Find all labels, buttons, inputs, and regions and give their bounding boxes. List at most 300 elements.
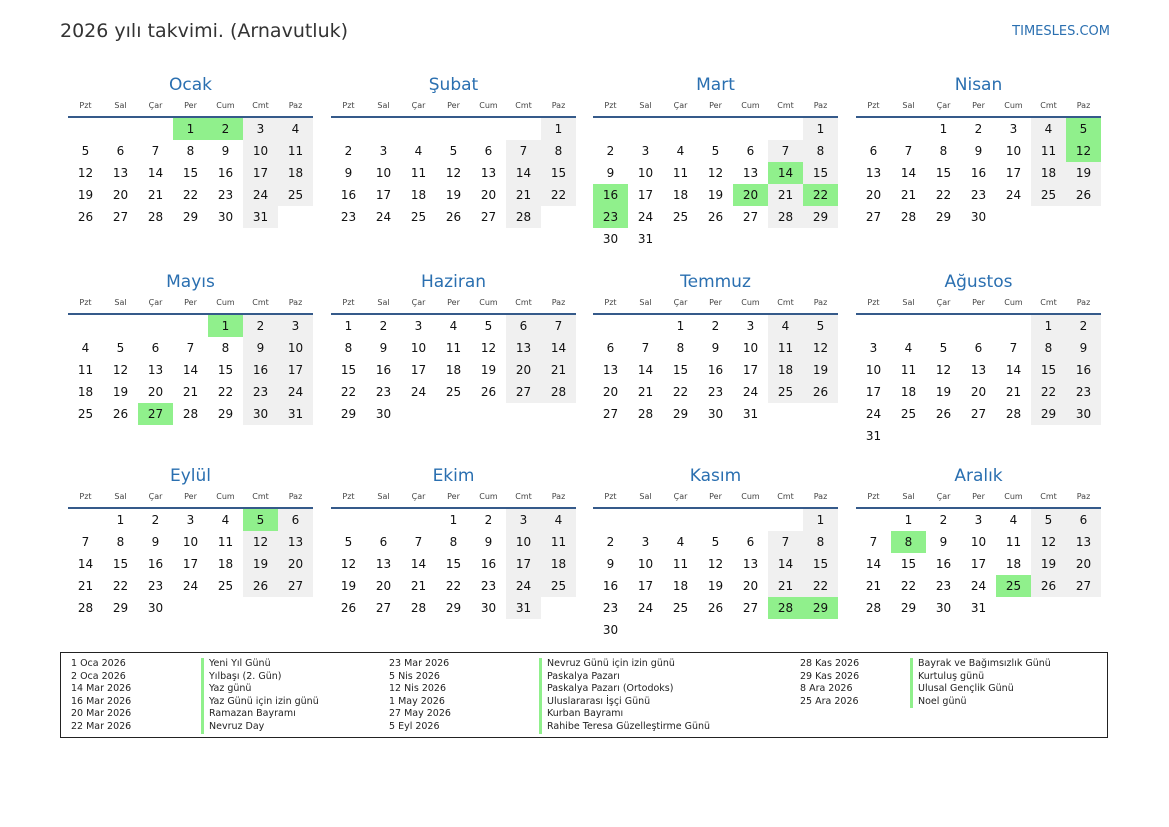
day-cell: 6 [506, 315, 541, 337]
day-cell: 10 [410, 341, 427, 355]
day-cell: 10 [742, 341, 759, 355]
day-cell: 23 [147, 579, 164, 593]
day-cell: 5 [1031, 509, 1066, 531]
day-cell: 19 [803, 359, 838, 381]
day-cell: 26 [112, 407, 129, 421]
day-cell: 11 [541, 531, 576, 553]
weekday-label: Paz [551, 101, 566, 110]
legend-holiday-name: Yaz günü [201, 683, 319, 696]
day-grid [68, 509, 313, 619]
day-cell: 3 [243, 118, 278, 140]
day-cell: 15 [935, 166, 952, 180]
legend-dates-column [800, 658, 859, 708]
day-cell: 10 [865, 363, 882, 377]
month-name: Temmuz [680, 272, 751, 292]
day-cell: 18 [672, 188, 689, 202]
day-cell: 2 [151, 513, 160, 527]
day-cell: 4 [541, 509, 576, 531]
day-cell: 19 [1066, 162, 1101, 184]
empty-cell [471, 118, 506, 140]
legend-date: 29 Kas 2026 [800, 670, 860, 682]
day-grid [331, 315, 576, 425]
weekday-label: Sal [377, 101, 390, 110]
weekday-header [68, 99, 313, 115]
day-cell: 23 [602, 601, 619, 615]
day-cell: 19 [340, 579, 357, 593]
day-cell: 30 [1066, 403, 1101, 425]
day-cell: 18 [900, 385, 917, 399]
day-cell: 21 [1005, 385, 1022, 399]
weekday-header [68, 296, 313, 312]
day-cell: 30 [935, 601, 952, 615]
weekday-label: Sal [114, 101, 127, 110]
month-name: Eylül [169, 466, 212, 486]
day-cell: 28 [77, 601, 94, 615]
day-grid [593, 509, 838, 641]
empty-cell [103, 315, 138, 337]
weekday-label: Pzt [342, 492, 355, 501]
day-cell: 30 [375, 407, 392, 421]
day-cell: 23 [1066, 381, 1101, 403]
day-cell: 24 [243, 184, 278, 206]
weekday-label: Paz [288, 101, 303, 110]
day-cell: 28 [865, 601, 882, 615]
day-cell: 22 [217, 385, 234, 399]
day-cell: 1 [904, 513, 913, 527]
day-cell: 13 [602, 363, 619, 377]
day-cell: 9 [939, 535, 948, 549]
day-cell: 29 [803, 206, 838, 228]
day-cell: 3 [1009, 122, 1018, 136]
day-grid [856, 315, 1101, 447]
day-cell: 6 [116, 144, 125, 158]
weekday-label: Pzt [867, 101, 880, 110]
day-cell: 24 [742, 385, 759, 399]
day-cell: 2 [711, 319, 720, 333]
day-cell: 13 [112, 166, 129, 180]
day-cell: 25 [77, 407, 94, 421]
day-cell: 6 [379, 535, 388, 549]
month-name: Haziran [420, 272, 487, 292]
weekday-label: Per [447, 492, 460, 501]
weekday-label: Cum [1004, 492, 1023, 501]
day-cell: 4 [81, 341, 90, 355]
day-grid [856, 509, 1101, 619]
day-cell: 12 [803, 337, 838, 359]
weekday-label: Cum [741, 101, 760, 110]
day-cell: 18 [1031, 162, 1066, 184]
weekday-label: Per [184, 492, 197, 501]
day-cell: 23 [217, 188, 234, 202]
day-cell: 31 [970, 601, 987, 615]
day-grid [593, 315, 838, 425]
day-cell: 6 [484, 144, 493, 158]
month-name: Nisan [954, 75, 1003, 95]
weekday-label: Cmt [777, 492, 794, 501]
day-cell: 28 [768, 206, 803, 228]
day-cell: 27 [375, 601, 392, 615]
empty-cell [768, 118, 803, 140]
empty-cell [628, 509, 663, 531]
weekday-label: Paz [1076, 101, 1091, 110]
day-cell: 10 [506, 531, 541, 553]
day-cell: 16 [340, 188, 357, 202]
day-cell: 9 [484, 535, 493, 549]
month-name: Aralık [954, 466, 1003, 486]
day-cell: 6 [1066, 509, 1101, 531]
day-cell: 7 [506, 140, 541, 162]
empty-cell [698, 509, 733, 531]
day-cell: 14 [506, 162, 541, 184]
day-cell: 22 [112, 579, 129, 593]
day-cell: 1 [1031, 315, 1066, 337]
weekday-label: Çar [936, 298, 951, 307]
weekday-header [331, 296, 576, 312]
weekday-label: Paz [1076, 492, 1091, 501]
day-cell: 27 [112, 210, 129, 224]
day-cell: 18 [445, 363, 462, 377]
weekday-label: Çar [148, 298, 163, 307]
empty-cell [593, 118, 628, 140]
day-cell: 25 [278, 184, 313, 206]
day-cell: 20 [278, 553, 313, 575]
empty-cell [926, 315, 961, 337]
day-cell: 15 [182, 166, 199, 180]
day-cell: 1 [344, 319, 353, 333]
day-cell: 11 [900, 363, 917, 377]
weekday-label: Pzt [867, 298, 880, 307]
day-cell: 16 [243, 359, 278, 381]
empty-cell [891, 118, 926, 140]
legend-date: 25 Ara 2026 [800, 695, 859, 707]
day-cell: 26 [243, 575, 278, 597]
empty-cell [103, 118, 138, 140]
day-cell: 7 [81, 535, 90, 549]
legend-holiday-name: Nevruz Day [201, 721, 319, 734]
day-cell: 28 [900, 210, 917, 224]
day-cell: 27 [1066, 575, 1101, 597]
legend-date: 16 Mar 2026 [71, 695, 132, 707]
empty-cell [698, 118, 733, 140]
day-cell: 16 [480, 557, 497, 571]
weekday-label: Cum [216, 492, 235, 501]
empty-cell [173, 315, 208, 337]
month-name: Mart [696, 75, 735, 95]
day-cell: 12 [445, 166, 462, 180]
day-cell: 26 [1031, 575, 1066, 597]
holiday-day-cell: 29 [803, 597, 838, 619]
day-cell: 10 [637, 166, 654, 180]
legend-date: 14 Mar 2026 [71, 683, 132, 695]
month-name: Ekim [432, 466, 475, 486]
day-cell: 26 [1066, 184, 1101, 206]
day-cell: 13 [970, 363, 987, 377]
day-cell: 16 [602, 579, 619, 593]
weekday-label: Cmt [1040, 492, 1057, 501]
weekday-label: Paz [551, 298, 566, 307]
holiday-day-cell: 1 [173, 118, 208, 140]
legend-holiday-name: Ramazan Bayramı [201, 708, 319, 721]
day-cell: 25 [541, 575, 576, 597]
weekday-label: Paz [1076, 298, 1091, 307]
day-cell: 28 [506, 206, 541, 228]
day-cell: 10 [182, 535, 199, 549]
day-cell: 28 [637, 407, 654, 421]
day-cell: 8 [116, 535, 125, 549]
day-cell: 20 [865, 188, 882, 202]
weekday-label: Paz [288, 298, 303, 307]
day-cell: 12 [935, 363, 952, 377]
day-cell: 24 [865, 407, 882, 421]
day-cell: 11 [672, 166, 689, 180]
day-cell: 5 [344, 535, 353, 549]
month-6 [331, 271, 576, 425]
month-3 [593, 74, 838, 250]
legend-names-column [201, 658, 319, 734]
weekday-label: Sal [114, 298, 127, 307]
legend-date: 5 Eyl 2026 [389, 720, 440, 732]
weekday-label: Sal [639, 492, 652, 501]
weekday-label: Paz [813, 492, 828, 501]
day-cell: 16 [1066, 359, 1101, 381]
day-cell: 15 [445, 557, 462, 571]
day-cell: 1 [541, 118, 576, 140]
day-cell: 6 [151, 341, 160, 355]
day-cell: 13 [742, 557, 759, 571]
day-cell: 18 [410, 188, 427, 202]
empty-cell [68, 315, 103, 337]
empty-cell [663, 509, 698, 531]
day-cell: 13 [480, 166, 497, 180]
day-cell: 30 [147, 601, 164, 615]
legend-date: 1 May 2026 [389, 695, 445, 707]
day-cell: 7 [541, 315, 576, 337]
day-cell: 23 [935, 579, 952, 593]
day-cell: 5 [449, 144, 458, 158]
weekday-label: Per [972, 101, 985, 110]
day-cell: 7 [414, 535, 423, 549]
weekday-label: Cmt [515, 101, 532, 110]
day-cell: 7 [768, 531, 803, 553]
day-cell: 3 [414, 319, 423, 333]
day-cell: 29 [445, 601, 462, 615]
day-cell: 29 [935, 210, 952, 224]
day-cell: 24 [410, 385, 427, 399]
day-cell: 1 [676, 319, 685, 333]
day-cell: 31 [506, 597, 541, 619]
month-4 [856, 74, 1101, 228]
day-cell: 12 [707, 166, 724, 180]
weekday-label: Cmt [252, 101, 269, 110]
legend-names-column [539, 658, 710, 734]
day-cell: 25 [217, 579, 234, 593]
day-cell: 4 [1009, 513, 1018, 527]
day-cell: 10 [970, 535, 987, 549]
day-cell: 14 [541, 337, 576, 359]
day-cell: 9 [243, 337, 278, 359]
weekday-label: Cmt [515, 492, 532, 501]
day-cell: 25 [900, 407, 917, 421]
day-cell: 26 [935, 407, 952, 421]
day-cell: 27 [480, 210, 497, 224]
empty-cell [733, 118, 768, 140]
day-cell: 12 [243, 531, 278, 553]
weekday-label: Per [447, 101, 460, 110]
weekday-label: Pzt [342, 101, 355, 110]
day-cell: 2 [939, 513, 948, 527]
day-cell: 8 [803, 531, 838, 553]
day-cell: 18 [278, 162, 313, 184]
legend-holiday-name: Rahibe Teresa Güzelleştirme Günü [539, 721, 710, 734]
empty-cell [138, 118, 173, 140]
day-cell: 25 [672, 210, 689, 224]
empty-cell [401, 118, 436, 140]
day-cell: 30 [217, 210, 234, 224]
day-cell: 3 [641, 144, 650, 158]
day-cell: 11 [1031, 140, 1066, 162]
weekday-header [856, 296, 1101, 312]
day-cell: 25 [410, 210, 427, 224]
day-cell: 21 [865, 579, 882, 593]
day-cell: 11 [768, 337, 803, 359]
day-cell: 1 [939, 122, 948, 136]
brand-link[interactable]: TIMESLES.COM [1012, 24, 1110, 39]
day-cell: 28 [182, 407, 199, 421]
weekday-label: Paz [288, 492, 303, 501]
month-5 [68, 271, 313, 425]
legend-holiday-name: Bayrak ve Bağımsızlık Günü [910, 658, 1051, 671]
day-cell: 21 [768, 184, 803, 206]
day-cell: 22 [182, 188, 199, 202]
empty-cell [961, 315, 996, 337]
day-cell: 26 [707, 210, 724, 224]
day-cell: 21 [147, 188, 164, 202]
weekday-label: Çar [411, 492, 426, 501]
weekday-label: Pzt [79, 298, 92, 307]
day-cell: 1 [116, 513, 125, 527]
day-cell: 1 [449, 513, 458, 527]
day-cell: 27 [742, 601, 759, 615]
day-cell: 20 [970, 385, 987, 399]
day-cell: 14 [865, 557, 882, 571]
holiday-day-cell: 2 [208, 118, 243, 140]
empty-cell [436, 118, 471, 140]
day-cell: 8 [803, 140, 838, 162]
empty-cell [628, 118, 663, 140]
day-cell: 22 [672, 385, 689, 399]
day-cell: 22 [340, 385, 357, 399]
weekday-label: Çar [148, 492, 163, 501]
day-cell: 8 [449, 535, 458, 549]
weekday-label: Per [184, 298, 197, 307]
day-cell: 15 [541, 162, 576, 184]
legend-holiday-name: Noel günü [910, 696, 1051, 709]
month-10 [331, 465, 576, 619]
legend-date: 2 Oca 2026 [71, 670, 126, 682]
weekday-label: Cmt [252, 298, 269, 307]
holiday-day-cell: 5 [1066, 118, 1101, 140]
weekday-label: Pzt [604, 298, 617, 307]
day-cell: 17 [410, 363, 427, 377]
empty-cell [331, 118, 366, 140]
holiday-day-cell: 20 [733, 184, 768, 206]
day-cell: 10 [278, 337, 313, 359]
day-cell: 16 [147, 557, 164, 571]
day-cell: 3 [869, 341, 878, 355]
weekday-label: Sal [114, 492, 127, 501]
weekday-header [856, 99, 1101, 115]
day-grid [593, 118, 838, 250]
day-cell: 14 [900, 166, 917, 180]
day-cell: 24 [182, 579, 199, 593]
day-cell: 10 [1005, 144, 1022, 158]
day-cell: 4 [676, 535, 685, 549]
day-cell: 26 [803, 381, 838, 403]
day-cell: 29 [1031, 403, 1066, 425]
month-11 [593, 465, 838, 641]
day-cell: 23 [970, 188, 987, 202]
weekday-label: Sal [639, 101, 652, 110]
day-cell: 20 [480, 188, 497, 202]
weekday-label: Sal [902, 492, 915, 501]
day-cell: 8 [221, 341, 230, 355]
day-cell: 9 [1066, 337, 1101, 359]
weekday-header [593, 490, 838, 506]
day-cell: 21 [77, 579, 94, 593]
month-name: Şubat [428, 75, 479, 95]
holiday-day-cell: 5 [243, 509, 278, 531]
weekday-label: Cmt [515, 298, 532, 307]
day-cell: 5 [711, 144, 720, 158]
weekday-label: Paz [813, 298, 828, 307]
weekday-label: Cum [216, 101, 235, 110]
day-cell: 11 [410, 166, 427, 180]
weekday-label: Çar [673, 101, 688, 110]
empty-cell [138, 315, 173, 337]
day-cell: 4 [278, 118, 313, 140]
day-cell: 14 [77, 557, 94, 571]
day-cell: 15 [803, 162, 838, 184]
weekday-label: Çar [411, 101, 426, 110]
weekday-label: Paz [551, 492, 566, 501]
day-cell: 5 [939, 341, 948, 355]
holiday-day-cell: 1 [208, 315, 243, 337]
month-7 [593, 271, 838, 425]
day-cell: 2 [243, 315, 278, 337]
day-cell: 28 [1005, 407, 1022, 421]
weekday-label: Cmt [1040, 298, 1057, 307]
day-cell: 5 [81, 144, 90, 158]
holiday-legend [60, 652, 1108, 738]
empty-cell [68, 509, 103, 531]
legend-holiday-name: Paskalya Pazarı [539, 671, 710, 684]
day-cell: 17 [182, 557, 199, 571]
day-cell: 2 [379, 319, 388, 333]
day-cell: 3 [379, 144, 388, 158]
legend-dates-column [389, 658, 451, 734]
empty-cell [68, 118, 103, 140]
month-1 [68, 74, 313, 228]
day-cell: 27 [278, 575, 313, 597]
day-cell: 6 [606, 341, 615, 355]
day-cell: 13 [375, 557, 392, 571]
day-cell: 19 [480, 363, 497, 377]
day-cell: 30 [602, 232, 619, 246]
day-cell: 16 [707, 363, 724, 377]
day-cell: 19 [112, 385, 129, 399]
weekday-label: Pzt [79, 101, 92, 110]
day-cell: 24 [1005, 188, 1022, 202]
